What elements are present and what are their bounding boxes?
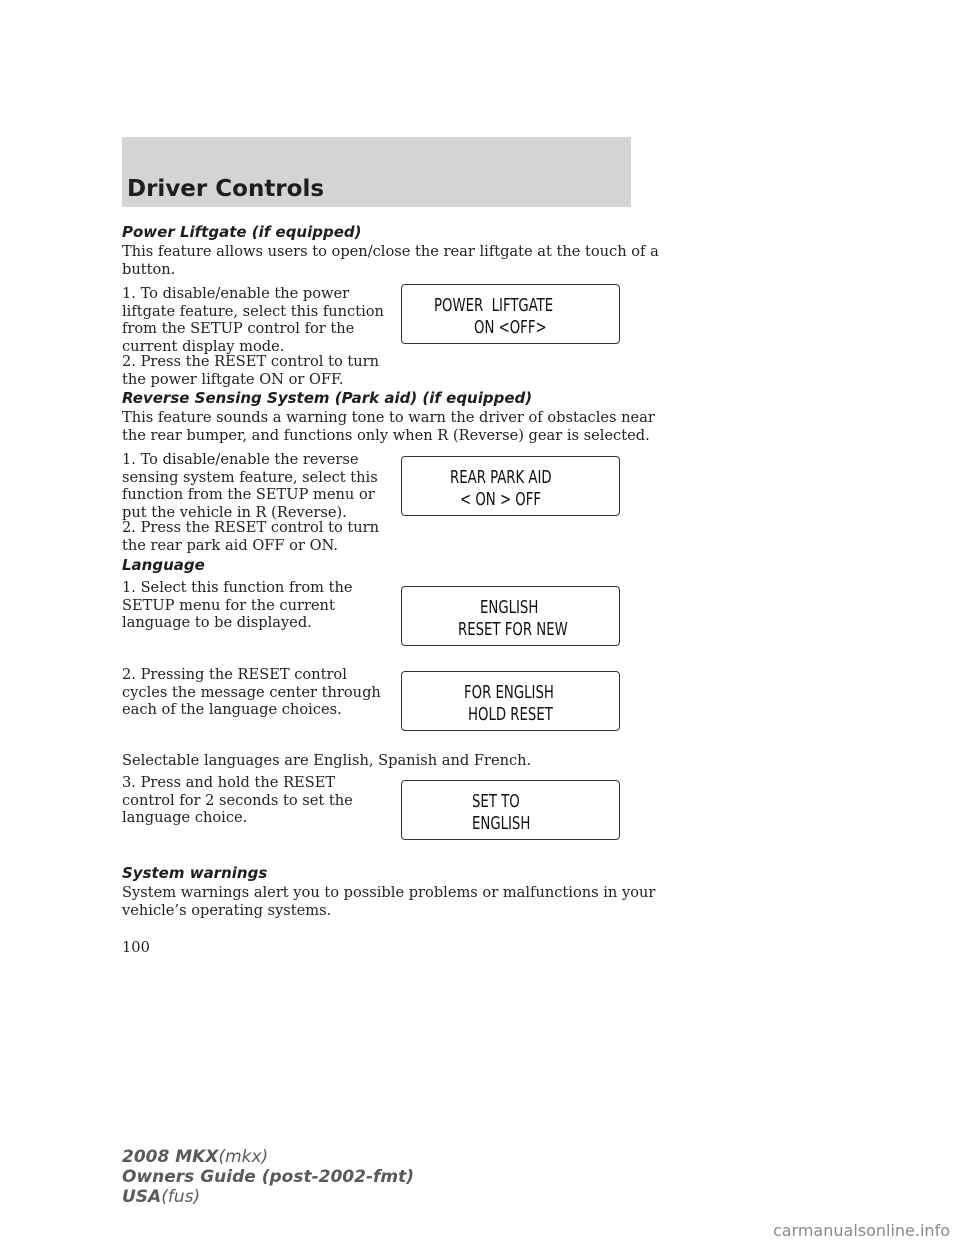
footer-line-3: USA(fus) [122,1187,201,1207]
parkaid-intro: This feature sounds a warning tone to warn the driver of obstacles near the rear bumper, and functions only when R (Reverse) gear is selected. [122,409,655,444]
display-liftgate: POWER LIFTGATE ON <OFF> [401,284,620,344]
display-language-set: SET TO ENGLISH [401,780,620,840]
language-step-1: 1. Select this function from the SETUP menu for the current language to be displayed. [122,579,353,631]
section-title-liftgate: Power Liftgate (if equipped) [122,223,362,241]
liftgate-intro: This feature allows users to open/close the rear liftgate at the touch of a button. [122,243,659,278]
section-title-language: Language [122,556,205,574]
display-language-hold: FOR ENGLISH HOLD RESET [401,671,620,731]
display-parkaid: REAR PARK AID < ON > OFF [401,456,620,516]
section-title-parkaid: Reverse Sensing System (Park aid) (if equipped) [122,389,533,407]
parkaid-step-2: 2. Press the RESET control to turn the rear park aid OFF or ON. [122,519,380,554]
parkaid-step-1: 1. To disable/enable the reverse sensing system feature, select this function from the SETUP menu or put the vehicle in R (Reverse). [122,451,378,521]
page-number: 100 [122,939,150,956]
display-language-english: ENGLISH RESET FOR NEW [401,586,620,646]
footer-line-2: Owners Guide (post-2002-fmt) [122,1167,415,1187]
page-title: Driver Controls [127,176,325,202]
watermark: carmanualsonline.info [772,1221,950,1240]
footer-line-1: 2008 MKX(mkx) [122,1147,269,1167]
language-step-3: 3. Press and hold the RESET control for 2 seconds to set the language choice. [122,774,353,826]
liftgate-step-1: 1. To disable/enable the power liftgate feature, select this function from the SETUP control for the current display mode. [122,285,384,355]
language-selectable: Selectable languages are English, Spanish and French. [122,752,532,769]
language-step-2: 2. Pressing the RESET control cycles the message center through each of the language choices. [122,666,381,718]
warnings-text: System warnings alert you to possible problems or malfunctions in your vehicle’s operating systems. [122,884,656,919]
liftgate-step-2: 2. Press the RESET control to turn the power liftgate ON or OFF. [122,353,380,388]
section-title-warnings: System warnings [122,864,268,882]
